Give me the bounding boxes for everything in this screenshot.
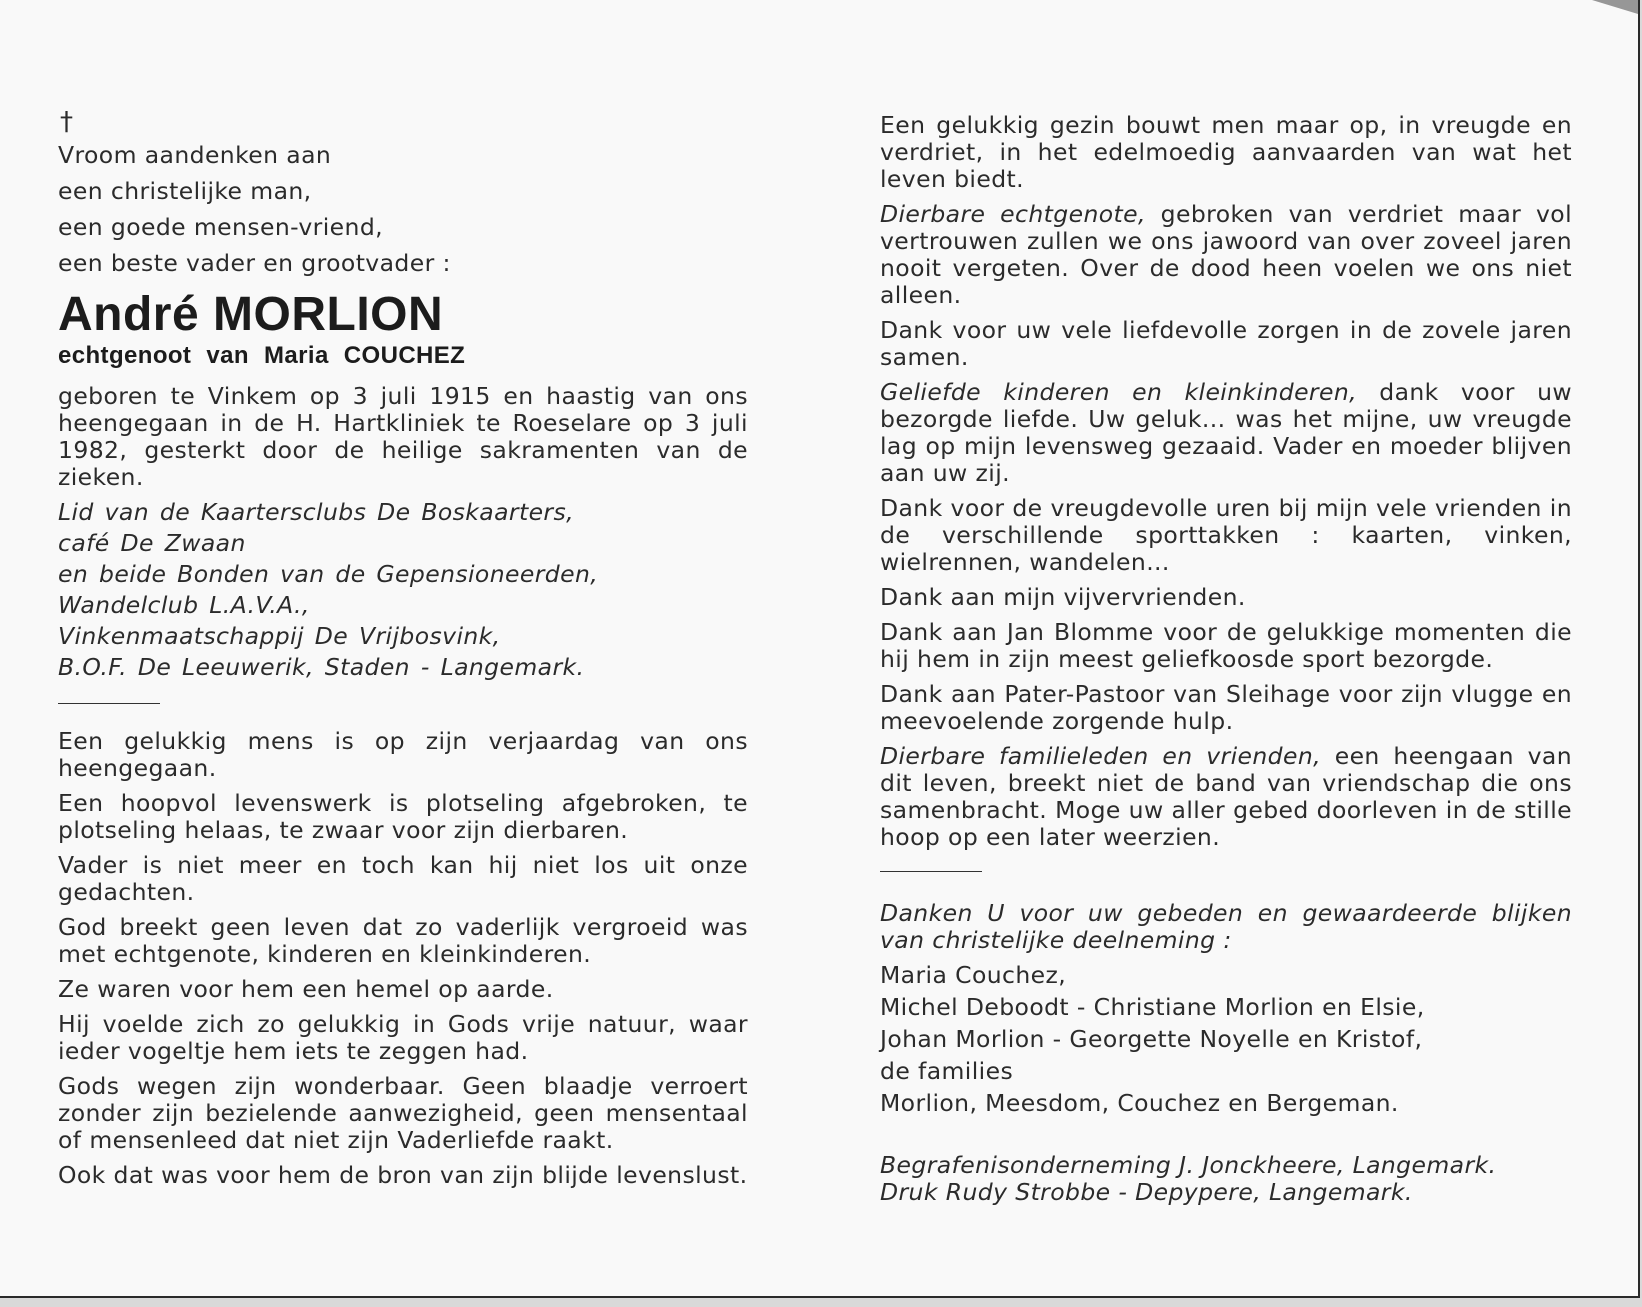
tribute-paragraph: Ook dat was voor hem de bron van zijn blijde levenslust.	[58, 1161, 748, 1189]
intro-line: een beste vader en grootvader :	[58, 249, 451, 277]
club-line: Wandelclub L.A.V.A.,	[58, 591, 310, 619]
thanks-spouse-paragraph: Dank voor uw vele liefdevolle zorgen in de zovele jaren samen.	[880, 316, 1572, 371]
children-address: Geliefde kinderen en kleinkinderen,	[880, 378, 1358, 406]
children-text: dank voor uw bezorgde liefde. Uw geluk... was het mijne, uw vreugde lag op mijn levensweg gezaaid. Vader en moeder blijven aan uw zij.	[880, 378, 1572, 487]
intro-line: een goede mensen-vriend,	[58, 213, 384, 241]
family-name-line: Michel Deboodt - Christiane Morlion en Elsie,	[880, 993, 1425, 1021]
pastor-paragraph: Dank aan Pater-Pastoor van Sleihage voor zijn vlugge en meevoelende zorgende hulp.	[880, 680, 1572, 735]
club-line: Lid van de Kaartersclubs De Boskaarters,	[58, 498, 574, 526]
tribute-paragraph: God breekt geen leven dat zo vaderlijk vergroeid was met echtgenote, kinderen en kleinkinderen.	[58, 913, 748, 968]
deceased-name: André MORLION	[58, 288, 444, 341]
family-name-line: Morlion, Meesdom, Couchez en Bergeman.	[880, 1089, 1399, 1117]
tribute-paragraph: Een hoopvol levenswerk is plotseling afgebroken, te plotseling helaas, te zwaar voor zijn dierbaren.	[58, 789, 748, 844]
club-line: B.O.F. De Leeuwerik, Staden - Langemark.	[58, 653, 585, 681]
friends-paragraph: Dank voor de vreugdevolle uren bij mijn vele vrienden in de verschillende sporttakken : kaarten, vinken, wielrennen, wandelen...	[880, 494, 1572, 576]
spouse-address: Dierbare echtgenote,	[880, 200, 1146, 228]
spacer	[880, 1122, 1572, 1152]
footer-line: Begrafenisonderneming J. Jonckheere, Langemark.	[880, 1151, 1497, 1179]
pond-friends-paragraph: Dank aan mijn vijvervrienden.	[880, 583, 1246, 611]
jan-blomme-paragraph: Dank aan Jan Blomme voor de gelukkige momenten die hij hem in zijn meest geliefkoosde sport bezorgde.	[880, 618, 1572, 673]
divider	[58, 703, 160, 704]
right-column	[880, 112, 1572, 1206]
relatives-address: Dierbare familieleden en vrienden,	[880, 742, 1322, 770]
tribute-paragraph: Een gelukkig mens is op zijn verjaardag van ons heengegaan.	[58, 727, 748, 782]
club-line: café De Zwaan	[58, 529, 246, 557]
cross-icon: †	[60, 107, 74, 137]
spouse-paragraph	[880, 201, 1572, 309]
family-name-line: Johan Morlion - Georgette Noyelle en Kristof,	[880, 1025, 1423, 1053]
birth-death-paragraph: geboren te Vinkem op 3 juli 1915 en haastig van ons heengegaan in de H. Hartkliniek te Roeselare op 3 juli 1982, gesterkt door de heilige sakramenten van de zieken.	[58, 382, 748, 491]
tribute-paragraph: Vader is niet meer en toch kan hij niet los uit onze gedachten.	[58, 851, 748, 906]
left-column	[58, 107, 748, 1197]
family-paragraph: Een gelukkig gezin bouwt men maar op, in vreugde en verdriet, in het edelmoedig aanvaarden van wat het leven biedt.	[880, 111, 1572, 193]
spouse-text: gebroken van verdriet maar vol vertrouwen zullen we ons jawoord van over zoveel jaren nooit vergeten. Over de dood heen voelen we ons niet alleen.	[880, 200, 1573, 309]
tribute-paragraph: Hij voelde zich zo gelukkig in Gods vrije natuur, waar ieder vogeltje hem iets te zeggen had.	[58, 1010, 748, 1065]
relatives-paragraph	[880, 743, 1572, 851]
family-name-line: Maria Couchez,	[880, 961, 1067, 989]
intro-line: een christelijke man,	[58, 177, 312, 205]
club-line: en beide Bonden van de Gepensioneerden,	[58, 560, 599, 588]
children-paragraph	[880, 379, 1572, 487]
thanks-paragraph: Danken U voor uw gebeden en gewaardeerde blijken van christelijke deelneming :	[880, 899, 1572, 954]
club-line: Vinkenmaatschappij De Vrijbosvink,	[58, 622, 501, 650]
divider	[880, 871, 982, 872]
tribute-paragraph: Ze waren voor hem een hemel op aarde.	[58, 975, 554, 1003]
tribute-paragraph: Gods wegen zijn wonderbaar. Geen blaadje verroert zonder zijn bezielende aanwezigheid, geen mensentaal of mensenleed dat niet zijn Vaderliefde raakt.	[58, 1072, 748, 1154]
family-name-line: de families	[880, 1057, 1014, 1085]
footer-line: Druk Rudy Strobbe - Depypere, Langemark.	[880, 1178, 1413, 1206]
intro-line: Vroom aandenken aan	[58, 141, 332, 169]
relatives-text: een heengaan van dit leven, breekt niet de band van vriendschap die ons samenbracht. Moge uw aller gebed doorleven in de stille hoop op een later weerzien.	[880, 742, 1572, 851]
spouse-line: echtgenoot van Maria COUCHEZ	[58, 342, 466, 369]
